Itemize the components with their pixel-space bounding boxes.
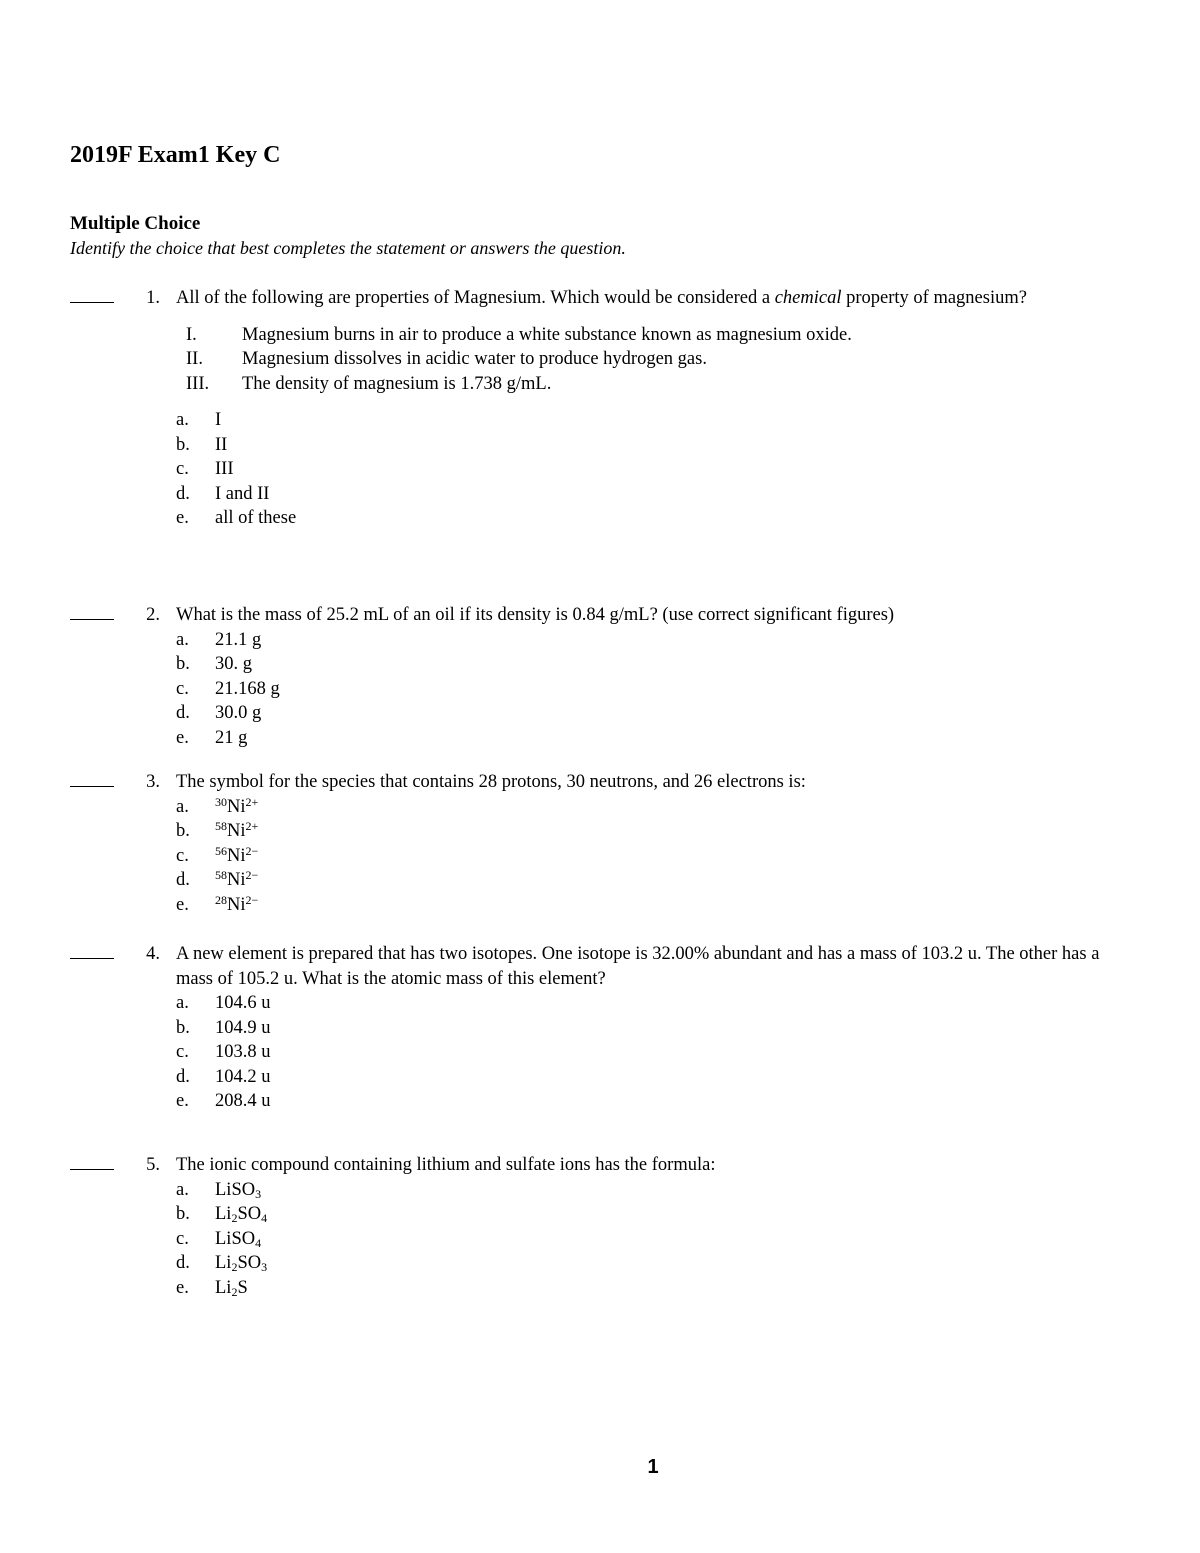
- option: [176, 893, 1200, 918]
- option-letter: c.: [176, 1042, 189, 1062]
- ion-charge: 2−: [245, 868, 259, 882]
- option: [176, 457, 1200, 482]
- formula-part: SO: [237, 1253, 262, 1273]
- option: [176, 701, 1200, 726]
- formula-part: Li: [215, 1253, 232, 1273]
- statement-text: Magnesium dissolves in acidic water to produce hydrogen gas.: [242, 349, 707, 369]
- option: [176, 1065, 1200, 1090]
- formula-part: LiSO: [215, 1228, 256, 1249]
- chemical-formula: [215, 1178, 261, 1203]
- option: [176, 1016, 1200, 1041]
- ion-charge: 2+: [245, 794, 259, 809]
- option-letter: e.: [176, 894, 189, 915]
- element-symbol: Ni: [227, 870, 246, 890]
- stem-text: All of the following are properties of Magnesium. Which would be considered a: [176, 288, 775, 308]
- option-letter: e.: [176, 508, 189, 528]
- isotope-symbol: [215, 819, 258, 844]
- question-number: 3.: [146, 772, 160, 792]
- option-list: [176, 795, 1200, 918]
- option-letter: b.: [176, 434, 190, 455]
- isotope-symbol: [215, 868, 258, 893]
- option-text: 30.0 g: [215, 703, 262, 723]
- stem-text: property of magnesium?: [841, 288, 1027, 308]
- mass-number: 56: [215, 843, 227, 858]
- option-text: 21.1 g: [215, 629, 262, 650]
- formula-part: Li: [215, 1204, 232, 1224]
- option-list: [176, 408, 1200, 531]
- chemical-formula: [215, 1276, 248, 1301]
- option: [176, 991, 1200, 1016]
- page-footer: [0, 1456, 1200, 1479]
- option-text: 208.4 u: [215, 1091, 271, 1111]
- option-letter: e.: [176, 1091, 189, 1111]
- option-text: all of these: [215, 508, 297, 528]
- statement: [176, 347, 1200, 372]
- option: [176, 844, 1200, 869]
- option: [176, 795, 1200, 820]
- option-letter: e.: [176, 1277, 189, 1298]
- option: [176, 408, 1200, 433]
- statement-text: Magnesium burns in air to produce a white substance known as magnesium oxide.: [242, 324, 852, 345]
- formula-part: LiSO: [215, 1179, 256, 1200]
- page-number: 1: [647, 1456, 659, 1478]
- option: [176, 1276, 1200, 1301]
- option: [176, 1040, 1200, 1065]
- option: [176, 868, 1200, 893]
- element-symbol: Ni: [227, 845, 246, 866]
- question-stem: What is the mass of 25.2 mL of an oil if its density is 0.84 g/mL? (use correct significant figures): [176, 605, 895, 625]
- option-letter: a.: [176, 993, 189, 1013]
- option-letter: d.: [176, 1066, 190, 1087]
- option-list: [176, 1178, 1200, 1301]
- element-symbol: Ni: [227, 894, 246, 915]
- option-text: II: [215, 434, 228, 455]
- question-number: 5.: [146, 1155, 160, 1175]
- option-letter: b.: [176, 821, 190, 841]
- question-stem: [176, 286, 1126, 311]
- option: [176, 1202, 1200, 1227]
- option: [176, 677, 1200, 702]
- isotope-symbol: [215, 893, 258, 918]
- option-text: I and II: [215, 483, 270, 504]
- option: [176, 1178, 1200, 1203]
- ion-charge: 2−: [245, 843, 259, 858]
- page-title: 2019F Exam1 Key C: [70, 142, 281, 168]
- option-text: 21 g: [215, 727, 248, 748]
- option-text: III: [215, 459, 234, 479]
- option-letter: b.: [176, 1204, 190, 1224]
- formula-part: Li: [215, 1277, 232, 1298]
- answer-blank[interactable]: [70, 770, 114, 787]
- question-number: 2.: [146, 605, 160, 625]
- isotope-symbol: [215, 844, 258, 869]
- question-5: [0, 1153, 1200, 1300]
- option: [176, 1227, 1200, 1252]
- option-letter: d.: [176, 870, 190, 890]
- statement: [176, 323, 1200, 348]
- question-stem: A new element is prepared that has two isotopes. One isotope is 32.00% abundant and has a mass of 103.2 u. The other has a mass of 105.2 u. What is the atomic mass of this element?: [176, 944, 1100, 989]
- option: [176, 652, 1200, 677]
- option-text: 104.9 u: [215, 1017, 271, 1038]
- element-symbol: Ni: [227, 821, 246, 841]
- chemical-formula: [215, 1202, 267, 1227]
- formula-part: SO: [237, 1204, 262, 1224]
- question-3: [0, 770, 1200, 917]
- option-text: 103.8 u: [215, 1042, 271, 1062]
- option-letter: a.: [176, 410, 189, 430]
- stem-emphasis: chemical: [774, 288, 842, 308]
- question-4: [0, 942, 1200, 1114]
- mass-number: 28: [215, 892, 227, 907]
- option-letter: d.: [176, 483, 190, 504]
- chemical-formula: [215, 1227, 261, 1252]
- option-letter: e.: [176, 727, 189, 748]
- answer-blank[interactable]: [70, 286, 114, 303]
- formula-subscript: 3: [261, 1260, 268, 1274]
- answer-blank[interactable]: [70, 942, 114, 959]
- answer-blank[interactable]: [70, 603, 114, 620]
- option-letter: d.: [176, 703, 190, 723]
- formula-subscript: 4: [261, 1211, 268, 1225]
- mass-number: 58: [215, 868, 227, 882]
- option-text: 104.2 u: [215, 1066, 271, 1087]
- option-letter: b.: [176, 1017, 190, 1038]
- statement-text: The density of magnesium is 1.738 g/mL.: [242, 373, 552, 394]
- question-number: 1.: [146, 288, 160, 308]
- answer-blank[interactable]: [70, 1153, 114, 1170]
- question-stem: The symbol for the species that contains 28 protons, 30 neutrons, and 26 electrons is:: [176, 772, 806, 792]
- statement-numeral: I.: [186, 324, 197, 345]
- question-number: 4.: [146, 944, 160, 964]
- statement-numeral: III.: [186, 373, 210, 394]
- option: [176, 433, 1200, 458]
- option-letter: b.: [176, 654, 190, 674]
- option-letter: a.: [176, 1179, 189, 1200]
- option: [176, 506, 1200, 531]
- option-letter: a.: [176, 796, 189, 817]
- mass-number: 58: [215, 819, 227, 833]
- statement-numeral: II.: [186, 349, 203, 369]
- option: [176, 482, 1200, 507]
- option-list: [176, 628, 1200, 751]
- formula-subscript: 2: [231, 1260, 238, 1274]
- option: [176, 1251, 1200, 1276]
- option-list: [176, 991, 1200, 1114]
- formula-subscript: 2: [231, 1211, 238, 1225]
- formula-part: S: [237, 1277, 248, 1298]
- ion-charge: 2+: [245, 819, 259, 833]
- option-text: 21.168 g: [215, 678, 280, 699]
- isotope-symbol: [215, 795, 258, 820]
- section-heading: Multiple Choice: [70, 213, 201, 234]
- statement: [176, 372, 1200, 397]
- option: [176, 819, 1200, 844]
- element-symbol: Ni: [227, 796, 246, 817]
- formula-subscript: 2: [231, 1284, 238, 1299]
- option: [176, 628, 1200, 653]
- mass-number: 30: [215, 794, 227, 809]
- question-stem: The ionic compound containing lithium and sulfate ions has the formula:: [176, 1155, 716, 1175]
- formula-subscript: 3: [255, 1186, 262, 1201]
- option-letter: c.: [176, 459, 189, 479]
- chemical-formula: [215, 1251, 267, 1276]
- formula-subscript: 4: [255, 1235, 262, 1250]
- option-text: 30. g: [215, 654, 252, 674]
- option-text: I: [215, 410, 222, 430]
- instructions-text: Identify the choice that best completes the statement or answers the question.: [70, 238, 626, 258]
- option-letter: c.: [176, 1228, 189, 1249]
- option-text: 104.6 u: [215, 993, 271, 1013]
- statement-list: [176, 323, 1200, 397]
- option: [176, 1089, 1200, 1114]
- option-letter: d.: [176, 1253, 190, 1273]
- option: [176, 726, 1200, 751]
- option-letter: c.: [176, 678, 189, 699]
- option-letter: c.: [176, 845, 189, 866]
- option-letter: a.: [176, 629, 189, 650]
- question-1: [0, 286, 1200, 531]
- ion-charge: 2−: [245, 892, 259, 907]
- question-2: [0, 603, 1200, 750]
